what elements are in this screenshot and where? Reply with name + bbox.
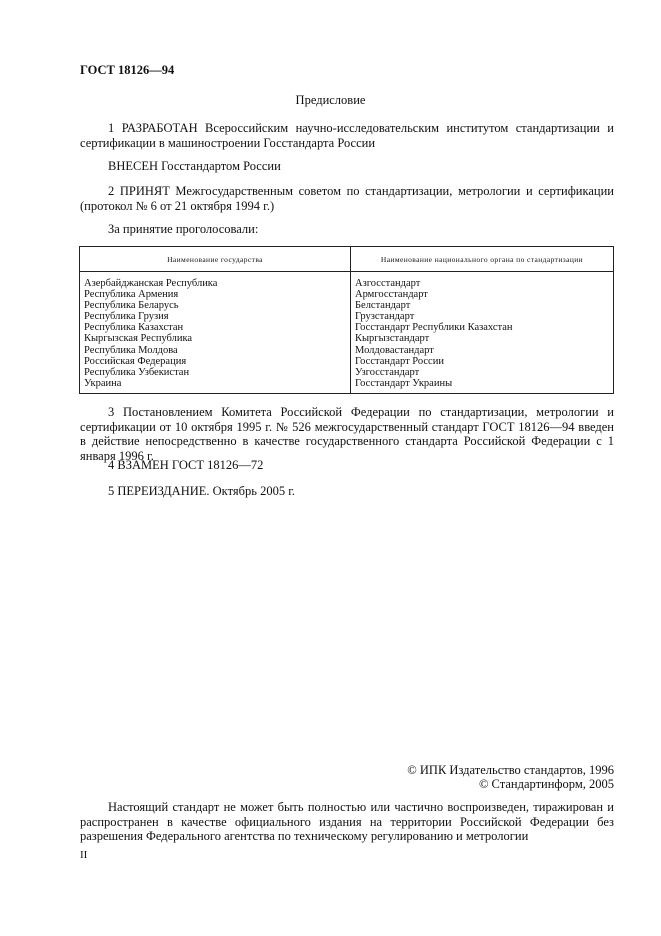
- column-header-state: Наименование государства: [80, 247, 351, 272]
- standards-body-name: Армгосстандарт: [355, 289, 428, 301]
- standards-body-name: Госстандарт Украины: [355, 377, 453, 389]
- section-title: Предисловие: [295, 93, 366, 107]
- page-number: II: [80, 849, 88, 861]
- table-row: [80, 272, 614, 394]
- standards-body-name: Госстандарт Республики Казахстан: [355, 322, 513, 334]
- state-name: Республика Беларусь: [84, 300, 179, 312]
- state-name: Республика Казахстан: [84, 322, 184, 334]
- standards-body-name: Кыргызстандарт: [355, 333, 430, 345]
- paragraph-replaces: 4 ВЗАМЕН ГОСТ 18126—72: [108, 458, 264, 472]
- paragraph-introduced-by: ВНЕСЕН Госстандартом России: [108, 159, 281, 173]
- voting-countries-table: [79, 246, 614, 394]
- copyright-line-1: © ИПК Издательство стандартов, 1996: [407, 763, 614, 777]
- state-name: Республика Узбекистан: [84, 366, 190, 378]
- paragraph-voted-for: За принятие проголосовали:: [108, 222, 259, 236]
- standards-body-name: Узгосстандарт: [355, 366, 420, 378]
- state-name: Республика Молдова: [84, 344, 178, 356]
- standards-body-name: Госстандарт России: [355, 355, 444, 367]
- state-name: Российская Федерация: [84, 355, 187, 367]
- standards-body-name: Азгосстандарт: [355, 278, 421, 289]
- state-name: Украина: [84, 377, 122, 389]
- state-name: Азербайджанская Республика: [84, 278, 218, 289]
- state-name: Республика Грузия: [84, 311, 169, 323]
- paragraph-reissue: 5 ПЕРЕИЗДАНИЕ. Октябрь 2005 г.: [108, 484, 296, 498]
- state-name: Кыргызская Республика: [84, 333, 193, 345]
- standards-body-name: Грузстандарт: [355, 311, 415, 323]
- column-header-standards-body: Наименование национального органа по стандартизации: [351, 247, 614, 272]
- copyright-line-2: © Стандартинформ, 2005: [478, 777, 614, 791]
- standards-body-name: Белстандарт: [355, 300, 411, 312]
- reproduction-notice: Настоящий стандарт не может быть полностью или частично воспроизведен, тиражирован и распространен в качестве официального издания на территории Российской Федерации без разрешения Федерального агентства по техническому регулированию и метрологии: [80, 800, 614, 843]
- paragraph-resolution: 3 Постановлением Комитета Российской Федерации по стандартизации, метрологии и сертификации от 10 октября 1995 г. № 526 межгосударственный стандарт ГОСТ 18126—94 введен в действие непосредственно в качестве государственного стандарта Российской Федерации с 1 января 1996 г.: [80, 405, 614, 463]
- standards-body-name: Молдовастандарт: [355, 344, 434, 356]
- paragraph-adopted-by: 2 ПРИНЯТ Межгосударственным советом по стандартизации, метрологии и сертификации (протокол № 6 от 21 октября 1994 г.): [80, 184, 614, 213]
- document-code-header: ГОСТ 18126—94: [80, 63, 175, 77]
- standards-body-list-cell: [351, 272, 614, 394]
- table-header-row: [80, 247, 614, 272]
- paragraph-developed-by: 1 РАЗРАБОТАН Всероссийским научно-исследовательским институтом стандартизации и сертификации в машиностроении Госстандарта России: [80, 121, 614, 150]
- state-name: Республика Армения: [84, 289, 179, 301]
- state-list-cell: [80, 272, 351, 394]
